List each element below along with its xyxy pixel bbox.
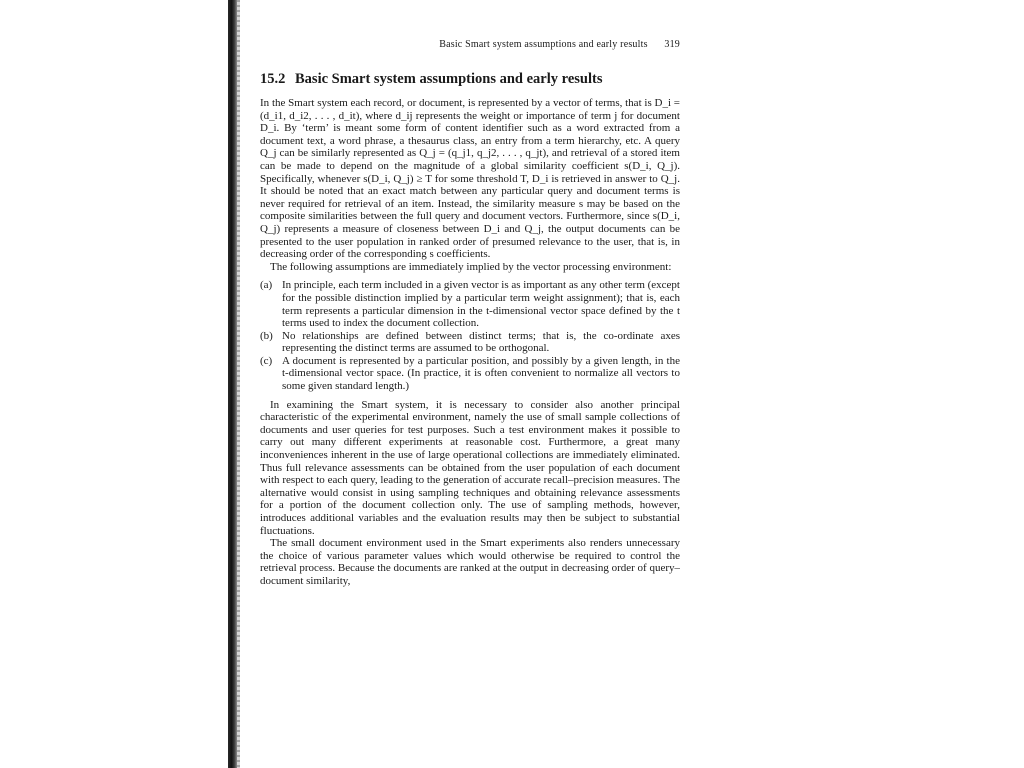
list-item-text: A document is represented by a particular position, and possibly by a given length, in the t-dimensional vector space. (In practice, it is often convenient to normalize all vectors to some given standard length.): [282, 354, 680, 393]
body-paragraph-2: The following assumptions are immediately implied by the vector processing environment:: [270, 260, 672, 273]
body-paragraph-3: In examining the Smart system, it is necessary to consider also another principal characteristic of the experimental environment, namely the use of small sample collections of documents and user queries for test purposes. Such a test environment makes it possible to carry out many different experiments at reasonable cost. Furthermore, a great many inconveniences inherent in the use of large operational collections are immediately eliminated. Thus full relevance assessments can be obtained from the user population of each document with respect to each query, leading to the generation of accurate recall–precision measures. The alternative would consist in using sampling techniques and obtaining relevance assessments for a portion of the document collection only. The use of sampling methods, however, introduces additional variables and the evaluation results may then be subject to substantial fluctuations.: [260, 398, 680, 537]
list-marker: (a): [260, 279, 273, 292]
section-number: 15.2: [260, 71, 286, 87]
page-number: 319: [664, 39, 680, 50]
assumption-list: [256, 279, 680, 392]
list-item-text: No relationships are defined between distinct terms; that is, the co-ordinate axes representing the distinct terms are assumed to be orthogonal.: [282, 329, 680, 355]
list-item: [256, 330, 680, 355]
list-item-text: In principle, each term included in a given vector is as important as any other term (except for the possible distinction implied by a particular term weight assignment); that is, each term represents a particular dimension in the t-dimensional vector space defined by the t terms used to index the document collection.: [282, 279, 680, 330]
book-spine-shadow: [228, 0, 237, 768]
section-heading: [260, 70, 680, 88]
running-head: [256, 38, 680, 52]
book-page-edge: [237, 0, 240, 768]
list-marker: (c): [260, 354, 273, 367]
list-item: [256, 355, 680, 393]
book-page: [256, 38, 680, 750]
body-paragraph-1: In the Smart system each record, or document, is represented by a vector of terms, that is D_i = (d_i1, d_i2, . . . , d_it), where d_ij represents the weight or importance of term j for document D_i. By ‘term’ is meant some form of content identifier such as a word extracted from a document text, a word phrase, a thesaurus class, an entry from a term hierarchy, etc. A query Q_j can be similarly represented as Q_j = (q_j1, q_j2, . . . , q_jt), and retrieval of a stored item can be made to depend on the magnitude of a global similarity coefficient s(D_i, Q_j). Specifically, whenever s(D_i, Q_j) ≥ T for some threshold T, D_i is retrieved in answer to Q_j. It should be noted that an exact match between any particular query and document terms is never required for retrieval of an item. Instead, the similarity measure s may be based on the composite similarities between the full query and document vectors. Furthermore, since s(D_i, Q_j) represents a measure of closeness between D_i and Q_j, the output documents can be presented to the user population in ranked order of presumed relevance to the user, that is, in decreasing order of the corresponding s coefficients.: [260, 97, 680, 261]
section-title: Basic Smart system assumptions and early results: [295, 71, 603, 87]
running-head-title: Basic Smart system assumptions and early results: [439, 39, 648, 50]
list-item: [256, 279, 680, 329]
list-marker: (b): [260, 329, 273, 342]
body-paragraph-4: The small document environment used in the Smart experiments also renders unnecessary the choice of various parameter values which would otherwise be required to control the retrieval process. Because the documents are ranked at the output in decreasing order of query–document similarity,: [260, 537, 680, 587]
